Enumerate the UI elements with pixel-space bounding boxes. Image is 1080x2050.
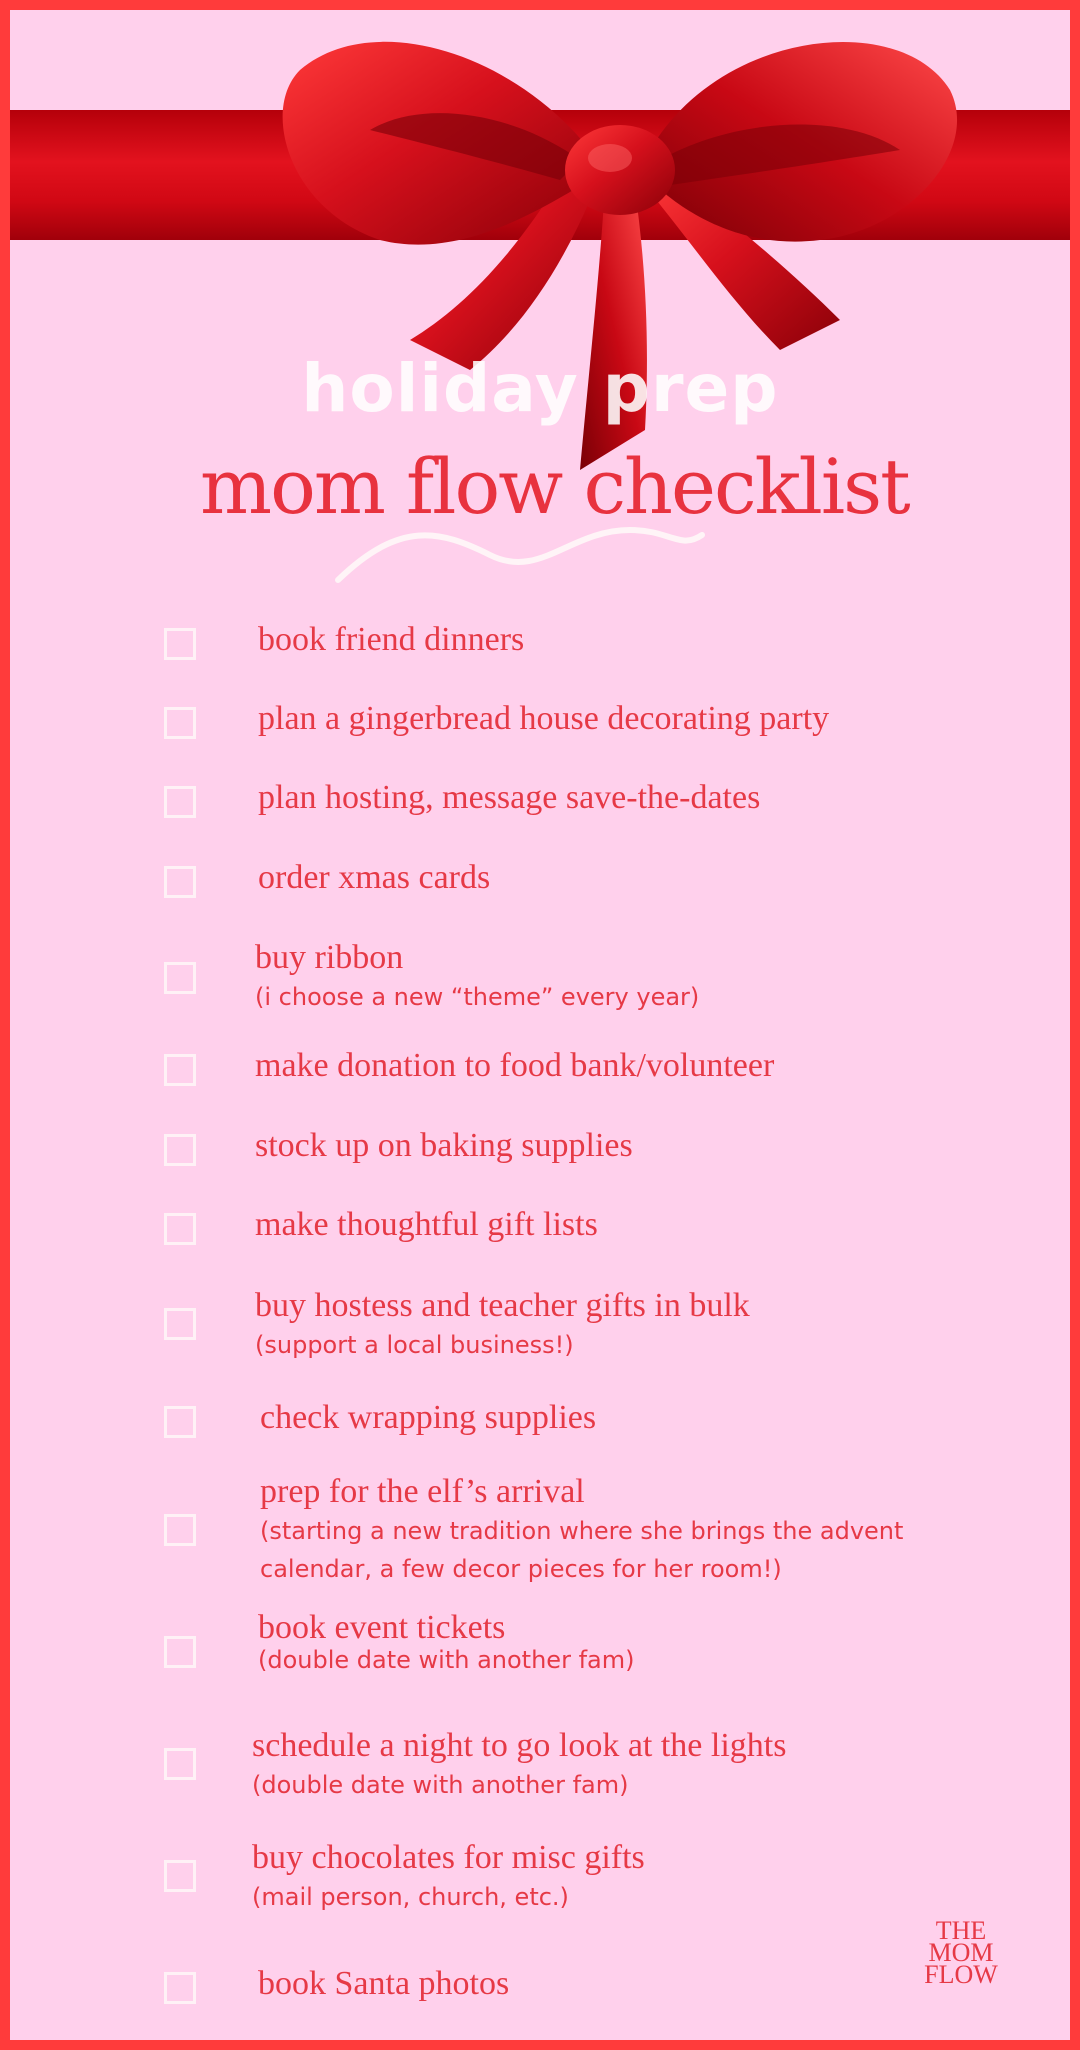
item-label: book Santa photos — [258, 1965, 510, 2002]
item-note-continued: calendar, a few decor pieces for her room!) — [260, 1555, 782, 1583]
checkbox[interactable] — [164, 1860, 196, 1892]
item-label: buy ribbon — [255, 939, 404, 976]
checkbox[interactable] — [164, 1972, 196, 2004]
item-label: order xmas cards — [258, 859, 491, 896]
checkbox[interactable] — [164, 786, 196, 818]
checkbox[interactable] — [164, 1308, 196, 1340]
item-label: stock up on baking supplies — [255, 1127, 633, 1164]
item-label: buy hostess and teacher gifts in bulk — [255, 1287, 750, 1324]
item-label: make donation to food bank/volunteer — [255, 1047, 775, 1084]
checklist-title: holiday prep — [301, 350, 779, 427]
item-note: (i choose a new “theme” every year) — [255, 983, 700, 1011]
checkbox[interactable] — [164, 1213, 196, 1245]
item-note: (support a local business!) — [255, 1331, 574, 1359]
checklist-page — [10, 10, 1070, 2040]
the-mom-flow-logo: THE MOM FLOW — [924, 1916, 998, 1989]
checkbox[interactable] — [164, 866, 196, 898]
item-label: book friend dinners — [258, 621, 525, 658]
item-label: buy chocolates for misc gifts — [252, 1839, 645, 1876]
checklist — [10, 10, 1070, 2040]
checklist-subtitle: mom flow checklist — [200, 442, 909, 531]
item-label: schedule a night to go look at the lights — [252, 1727, 787, 1764]
checkbox[interactable] — [164, 707, 196, 739]
item-label: prep for the elf’s arrival — [260, 1473, 585, 1510]
item-note: (mail person, church, etc.) — [252, 1883, 569, 1911]
item-label: book event tickets — [258, 1609, 506, 1646]
checkbox[interactable] — [164, 1636, 196, 1668]
item-label: plan a gingerbread house decorating party — [258, 700, 830, 737]
checkbox[interactable] — [164, 1514, 196, 1546]
checkbox[interactable] — [164, 1134, 196, 1166]
item-label: make thoughtful gift lists — [255, 1206, 598, 1243]
item-note: (double date with another fam) — [258, 1646, 635, 1674]
checkbox[interactable] — [164, 1748, 196, 1780]
checkbox[interactable] — [164, 1054, 196, 1086]
item-note: (starting a new tradition where she brings the advent — [260, 1517, 904, 1545]
item-note: (double date with another fam) — [252, 1771, 629, 1799]
checkbox[interactable] — [164, 628, 196, 660]
checkbox[interactable] — [164, 962, 196, 994]
item-label: plan hosting, message save-the-dates — [258, 779, 761, 816]
item-label: check wrapping supplies — [260, 1399, 597, 1436]
checkbox[interactable] — [164, 1406, 196, 1438]
